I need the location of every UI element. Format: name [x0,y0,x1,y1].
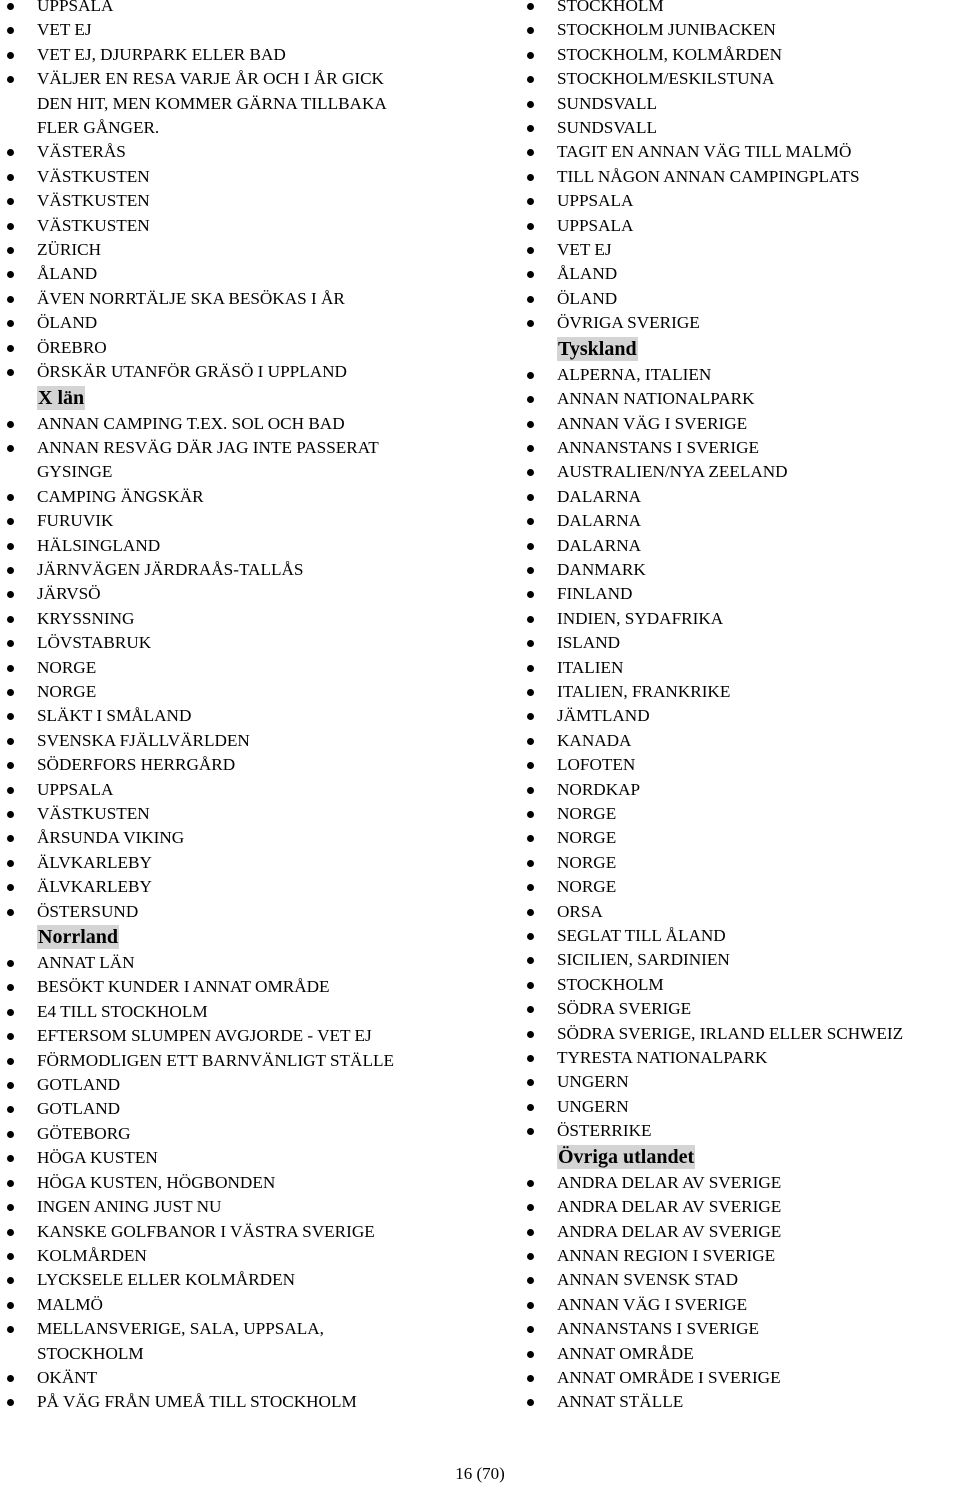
list-item-text: ANNAN SVENSK STAD [557,1270,739,1290]
list-item [0,311,500,335]
list-item-text: MALMÖ [37,1294,103,1314]
list-item-text: LOFOTEN [557,755,636,775]
list-item-text: FÖRMODLIGEN ETT BARNVÄNLIGT STÄLLE [37,1050,394,1070]
list-item [520,997,960,1021]
list-item [0,534,500,558]
list-item-text: LÖVSTABRUK [37,633,152,653]
list-item-text: ANNAT OMRÅDE I SVERIGE [557,1367,781,1387]
list-item [0,67,500,140]
list-item-text: NORDKAP [557,779,641,799]
list-item [520,973,960,997]
list-item-text: ÅLAND [557,264,618,284]
list-item [520,778,960,802]
list-item [520,729,960,753]
list-item-text: HÄLSINGLAND [37,535,161,555]
list-item [520,1317,960,1341]
list-item-text: ÄLVKARLEBY [37,877,152,897]
list-item-text: ANNAN CAMPING T.EX. SOL OCH BAD [37,413,345,433]
list-item [520,436,960,460]
list-item [0,1024,500,1048]
section-heading-label: Övriga utlandet [558,1145,695,1168]
list-item [0,18,500,42]
list-item-text: INGEN ANING JUST NU [37,1197,222,1217]
list-item [0,826,500,850]
list-item [520,1022,960,1046]
list-item-text: ÖSTERRIKE [557,1121,652,1141]
list-item [0,975,500,999]
list-item [0,165,500,189]
list-item [520,1390,960,1414]
list-item-text: STOCKHOLM [557,0,664,15]
list-item [520,875,960,899]
list-item [520,948,960,972]
list-item [0,778,500,802]
list-item [520,460,960,484]
list-item-text: STOCKHOLM/ESKILSTUNA [557,69,775,89]
list-item [520,924,960,948]
list-item-text: ÖREBRO [37,337,107,357]
list-item-text: NORGE [37,681,97,701]
list-item [520,287,960,311]
list-item [0,360,500,384]
list-item-text: ANNAN VÄG I SVERIGE [557,1294,748,1314]
list-item [520,607,960,631]
list-item-text: DALARNA [557,511,642,531]
list-item [0,729,500,753]
list-item [0,753,500,777]
list-item [520,262,960,286]
list-item [520,1070,960,1094]
list-item-text: ANNAN REGION I SVERIGE [557,1245,776,1265]
list-item-text: INDIEN, SYDAFRIKA [557,608,724,628]
list-item-text: CAMPING ÄNGSKÄR [37,486,204,506]
list-item [0,262,500,286]
list-item-text: STOCKHOLM [557,974,664,994]
list-item [0,1317,500,1366]
list-item [520,1244,960,1268]
list-item-text: KRYSSNING [37,608,135,628]
list-item-text: MELLANSVERIGE, SALA, UPPSALA, [37,1319,324,1339]
list-item-text: DANMARK [557,559,646,579]
list-item [0,1366,500,1390]
list-item [0,1122,500,1146]
list-item [0,1146,500,1170]
list-item [520,18,960,42]
list-item [520,900,960,924]
section-heading [0,924,500,951]
list-item [520,851,960,875]
list-item [0,238,500,262]
list-item-text: ANNAT STÄLLE [557,1392,684,1412]
list-item-text: ANNAN RESVÄG DÄR JAG INTE PASSERAT [37,437,379,457]
list-item [0,1220,500,1244]
list-item-text: VET EJ [557,240,612,260]
list-item-text: ANDRA DELAR AV SVERIGE [557,1197,782,1217]
list-item-text: EFTERSOM SLUMPEN AVGJORDE - VET EJ [37,1026,372,1046]
list-item [520,165,960,189]
list-item-text: ISLAND [557,633,621,653]
list-item-text: SÖDRA SVERIGE, IRLAND ELLER SCHWEIZ [557,1023,904,1043]
list-item-text: UPPSALA [557,191,634,211]
list-item-text: TILL NÅGON ANNAN CAMPINGPLATS [557,166,860,186]
list-item-continuation: GYSINGE [37,462,113,482]
list-item [520,1342,960,1366]
list-item [0,336,500,360]
list-item [0,43,500,67]
list-item-text: AUSTRALIEN/NYA ZEELAND [557,462,788,482]
list-item-text: NORGE [37,657,97,677]
list-item-text: VÄSTKUSTEN [37,191,150,211]
list-item-text: ÅRSUNDA VIKING [37,828,185,848]
list-item-text: ÖRSKÄR UTANFÖR GRÄSÖ I UPPLAND [37,362,347,382]
list-item-text: VÄLJER EN RESA VARJE ÅR OCH I ÅR GICK [37,69,384,89]
list-item [520,680,960,704]
list-item-text: KANSKE GOLFBANOR I VÄSTRA SVERIGE [37,1221,375,1241]
list-item [0,412,500,436]
list-item [0,1171,500,1195]
list-item [520,1293,960,1317]
list-item-continuation: FLER GÅNGER. [37,118,160,138]
section-heading-label: X län [38,386,85,409]
list-item-text: HÖGA KUSTEN, HÖGBONDEN [37,1172,276,1192]
list-item [0,1244,500,1268]
list-item [520,92,960,116]
list-item-text: ANDRA DELAR AV SVERIGE [557,1172,782,1192]
list-item [0,1000,500,1024]
list-item [520,1268,960,1292]
list-item [520,704,960,728]
list-item [0,1390,500,1414]
list-item [520,1046,960,1070]
list-item [520,238,960,262]
list-item-text: ANNAT OMRÅDE [557,1343,694,1363]
list-item [0,802,500,826]
list-item-text: UNGERN [557,1096,629,1116]
section-heading [0,385,500,412]
list-item-text: ÖLAND [557,288,618,308]
list-item [0,485,500,509]
list-item-text: E4 TILL STOCKHOLM [37,1001,208,1021]
list-item-text: BESÖKT KUNDER I ANNAT OMRÅDE [37,977,330,997]
list-item-text: PÅ VÄG FRÅN UMEÅ TILL STOCKHOLM [37,1392,357,1412]
list-item-text: SÖDRA SVERIGE [557,999,692,1019]
list-item [520,387,960,411]
list-item-text: GOTLAND [37,1075,121,1095]
list-item [0,287,500,311]
list-item-text: VÄSTKUSTEN [37,215,150,235]
list-item [520,802,960,826]
list-item-text: NORGE [557,828,617,848]
list-item [520,67,960,91]
list-item-text: ÄLVKARLEBY [37,852,152,872]
list-item-text: UPPSALA [557,215,634,235]
list-item-text: ORSA [557,901,603,921]
section-heading-label: Tyskland [558,337,637,360]
list-item [0,875,500,899]
list-item-text: LYCKSELE ELLER KOLMÅRDEN [37,1270,295,1290]
list-item [0,631,500,655]
list-item-text: ANNAN VÄG I SVERIGE [557,413,748,433]
list-item [520,214,960,238]
list-item-text: UPPSALA [37,779,114,799]
list-item-text: ÖVRIGA SVERIGE [557,313,700,333]
list-item-text: VET EJ [37,20,92,40]
list-item [520,631,960,655]
list-item-text: SÖDERFORS HERRGÅRD [37,755,236,775]
list-item [520,0,960,18]
list-item [520,534,960,558]
list-item [0,680,500,704]
list-item-text: NORGE [557,852,617,872]
list-item-text: SEGLAT TILL ÅLAND [557,926,726,946]
list-item-text: SVENSKA FJÄLLVÄRLDEN [37,730,250,750]
list-item [520,363,960,387]
list-item [520,656,960,680]
list-item-text: ANNANSTANS I SVERIGE [557,1319,760,1339]
list-item-text: DALARNA [557,535,642,555]
list-item [0,1195,500,1219]
list-item-text: GÖTEBORG [37,1123,131,1143]
list-item [0,189,500,213]
list-item-text: JÄMTLAND [557,706,650,726]
list-item [520,189,960,213]
list-item-text: SICILIEN, SARDINIEN [557,950,730,970]
list-item-text: UPPSALA [37,0,114,15]
list-item-text: ITALIEN [557,657,624,677]
list-item-text: TYRESTA NATIONALPARK [557,1048,768,1068]
list-item-text: ÄVEN NORRTÄLJE SKA BESÖKAS I ÅR [37,288,345,308]
list-item [0,509,500,533]
list-item-text: SLÄKT I SMÅLAND [37,706,192,726]
list-item-text: STOCKHOLM, KOLMÅRDEN [557,44,783,64]
list-item [0,951,500,975]
list-item-text: ZÜRICH [37,240,101,260]
list-item [520,509,960,533]
list-item [520,1119,960,1143]
list-item [520,1195,960,1219]
list-item-text: VÄSTKUSTEN [37,804,150,823]
list-item [0,1097,500,1121]
left-list [0,0,500,1415]
list-item [0,900,500,924]
list-item [0,1073,500,1097]
list-item-text: ÅLAND [37,264,98,284]
list-item [0,656,500,680]
list-item-text: VÄSTKUSTEN [37,166,150,186]
list-item-text: NORGE [557,877,617,897]
list-item-text: GOTLAND [37,1099,121,1119]
list-item [520,582,960,606]
right-list [520,0,960,1415]
list-item-text: JÄRNVÄGEN JÄRDRAÅS-TALLÅS [37,559,304,579]
list-item [0,1293,500,1317]
list-item [0,436,500,485]
list-item-text: SUNDSVALL [557,93,657,113]
list-item [520,412,960,436]
list-item [0,1268,500,1292]
list-item-text: ALPERNA, ITALIEN [557,364,712,384]
list-item-text: ANDRA DELAR AV SVERIGE [557,1221,782,1241]
list-item [520,311,960,335]
list-item-text: ANNANSTANS I SVERIGE [557,437,760,457]
list-item-text: ÖSTERSUND [37,901,139,921]
list-item-text: ITALIEN, FRANKRIKE [557,681,731,701]
list-item-text: JÄRVSÖ [37,584,101,604]
left-column [0,0,500,1415]
list-item [520,43,960,67]
list-item [0,558,500,582]
list-item-text: OKÄNT [37,1367,98,1387]
list-item-text: UNGERN [557,1072,629,1092]
list-item-text: KOLMÅRDEN [37,1245,147,1265]
list-item [520,1095,960,1119]
page-number: 16 (70) [455,1464,505,1483]
list-item [520,753,960,777]
list-item-text: FINLAND [557,584,633,604]
list-item-text: SUNDSVALL [557,118,657,138]
list-item [0,704,500,728]
list-item [0,1049,500,1073]
list-item [520,485,960,509]
list-item [0,607,500,631]
list-item-text: DALARNA [557,486,642,506]
list-item-continuation: DEN HIT, MEN KOMMER GÄRNA TILLBAKA [37,93,387,113]
list-item-continuation: STOCKHOLM [37,1343,144,1363]
list-item [520,116,960,140]
list-item-text: TAGIT EN ANNAN VÄG TILL MALMÖ [557,142,852,162]
list-item-text: ÖLAND [37,313,98,333]
list-item [520,140,960,164]
list-item-text: ANNAT LÄN [37,953,135,973]
list-item-text: VÄSTERÅS [37,142,126,162]
list-item-text: ANNAN NATIONALPARK [557,389,755,409]
list-item [0,582,500,606]
section-heading [520,1144,960,1171]
list-item [0,0,500,18]
list-item-text: FURUVIK [37,511,114,531]
list-item [520,558,960,582]
list-item-text: HÖGA KUSTEN [37,1148,158,1168]
list-item [520,1220,960,1244]
list-item [0,214,500,238]
list-item [0,851,500,875]
section-heading [520,336,960,363]
right-column [520,0,960,1415]
list-item [0,140,500,164]
list-item [520,1171,960,1195]
list-item [520,1366,960,1390]
section-heading-label: Norrland [38,926,118,949]
list-item-text: KANADA [557,730,632,750]
list-item-text: VET EJ, DJURPARK ELLER BAD [37,44,286,64]
list-item-text: NORGE [557,804,617,823]
list-item [520,826,960,850]
list-item-text: STOCKHOLM JUNIBACKEN [557,20,776,40]
